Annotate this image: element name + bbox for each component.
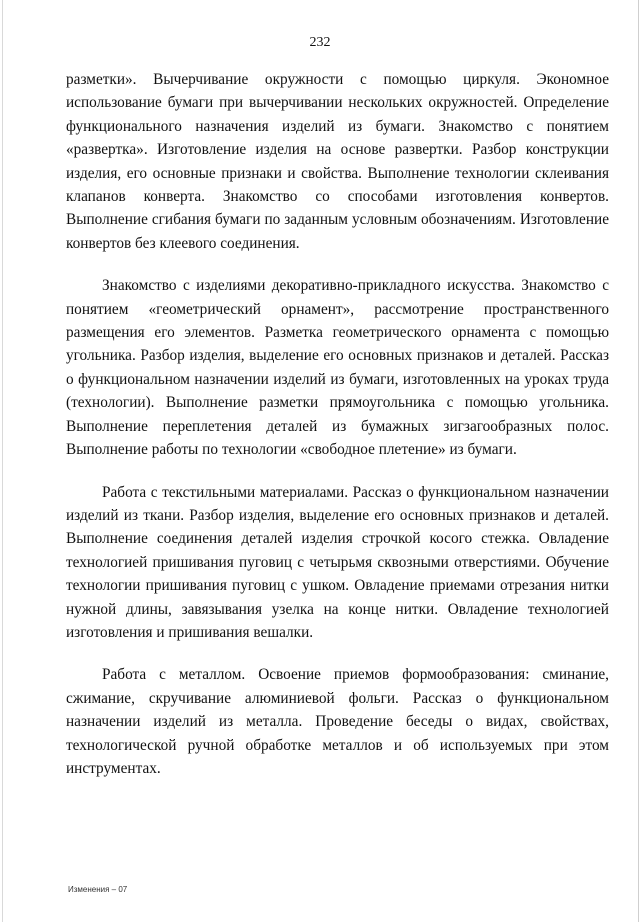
- page-edge-right: [638, 0, 639, 922]
- paragraph-textile-materials: Работа с текстильными материалами. Рассказ о функциональном назначении изделий из ткани. Разбор изделия, выделение его основных признаков и деталей. Выполнение соединения деталей изделия строчкой косого стежка. Овладение технологией пришивания пуговиц с четырьмя сквозными отверстиями. Обучение технологии пришивания пуговиц с ушком. Овладение приемами отрезания нитки нужной длины, завязывания узелка на конце нитки. Овладение технологией изготовления и пришивания вешалки.: [66, 483, 609, 641]
- paragraph-paper-work: разметки». Вычерчивание окружности с помощью циркуля. Экономное использование бумаги при вычерчивании нескольких окружностей. Определение функционального назначения изделий из бумаги. Знакомство с понятием «развертка». Изготовление изделия на основе развертки. Разбор конструкции изделия, его основные признаки и свойства. Выполнение технологии склеивания клапанов конверта. Знакомство со способами изготовления конвертов. Выполнение сгибания бумаги по заданным условным обозначениям. Изготовление конвертов без клеевого соединения.: [66, 71, 609, 252]
- body-text: [66, 68, 609, 799]
- page-number: 232: [309, 35, 331, 50]
- paragraph-decorative-arts: Знакомство с изделиями декоративно-прикладного искусства. Знакомство с понятием «геометрический орнамент», рассмотрение пространственного размещения его элементов. Разметка геометрического орнамента с помощью угольника. Разбор изделия, выделение его основных признаков и деталей. Рассказ о функциональном назначении изделий из бумаги, изготовленных на уроках труда (технологии). Выполнение разметки прямоугольника с помощью угольника. Выполнение переплетения деталей из бумажных зигзагообразных полос. Выполнение работы по технологии «свободное плетение» из бумаги.: [66, 277, 609, 459]
- paragraph-metal-work: Работа с металлом. Освоение приемов формообразования: сминание, сжимание, скручивание алюминиевой фольги. Рассказ о функциональном назначении изделий из металла. Проведение беседы о видах, свойствах, технологической ручной обработке металлов и об используемых при этом инструментах.: [66, 666, 609, 777]
- page-edge-left: [2, 0, 3, 922]
- footer-revision-note: Изменения – 07: [68, 885, 128, 894]
